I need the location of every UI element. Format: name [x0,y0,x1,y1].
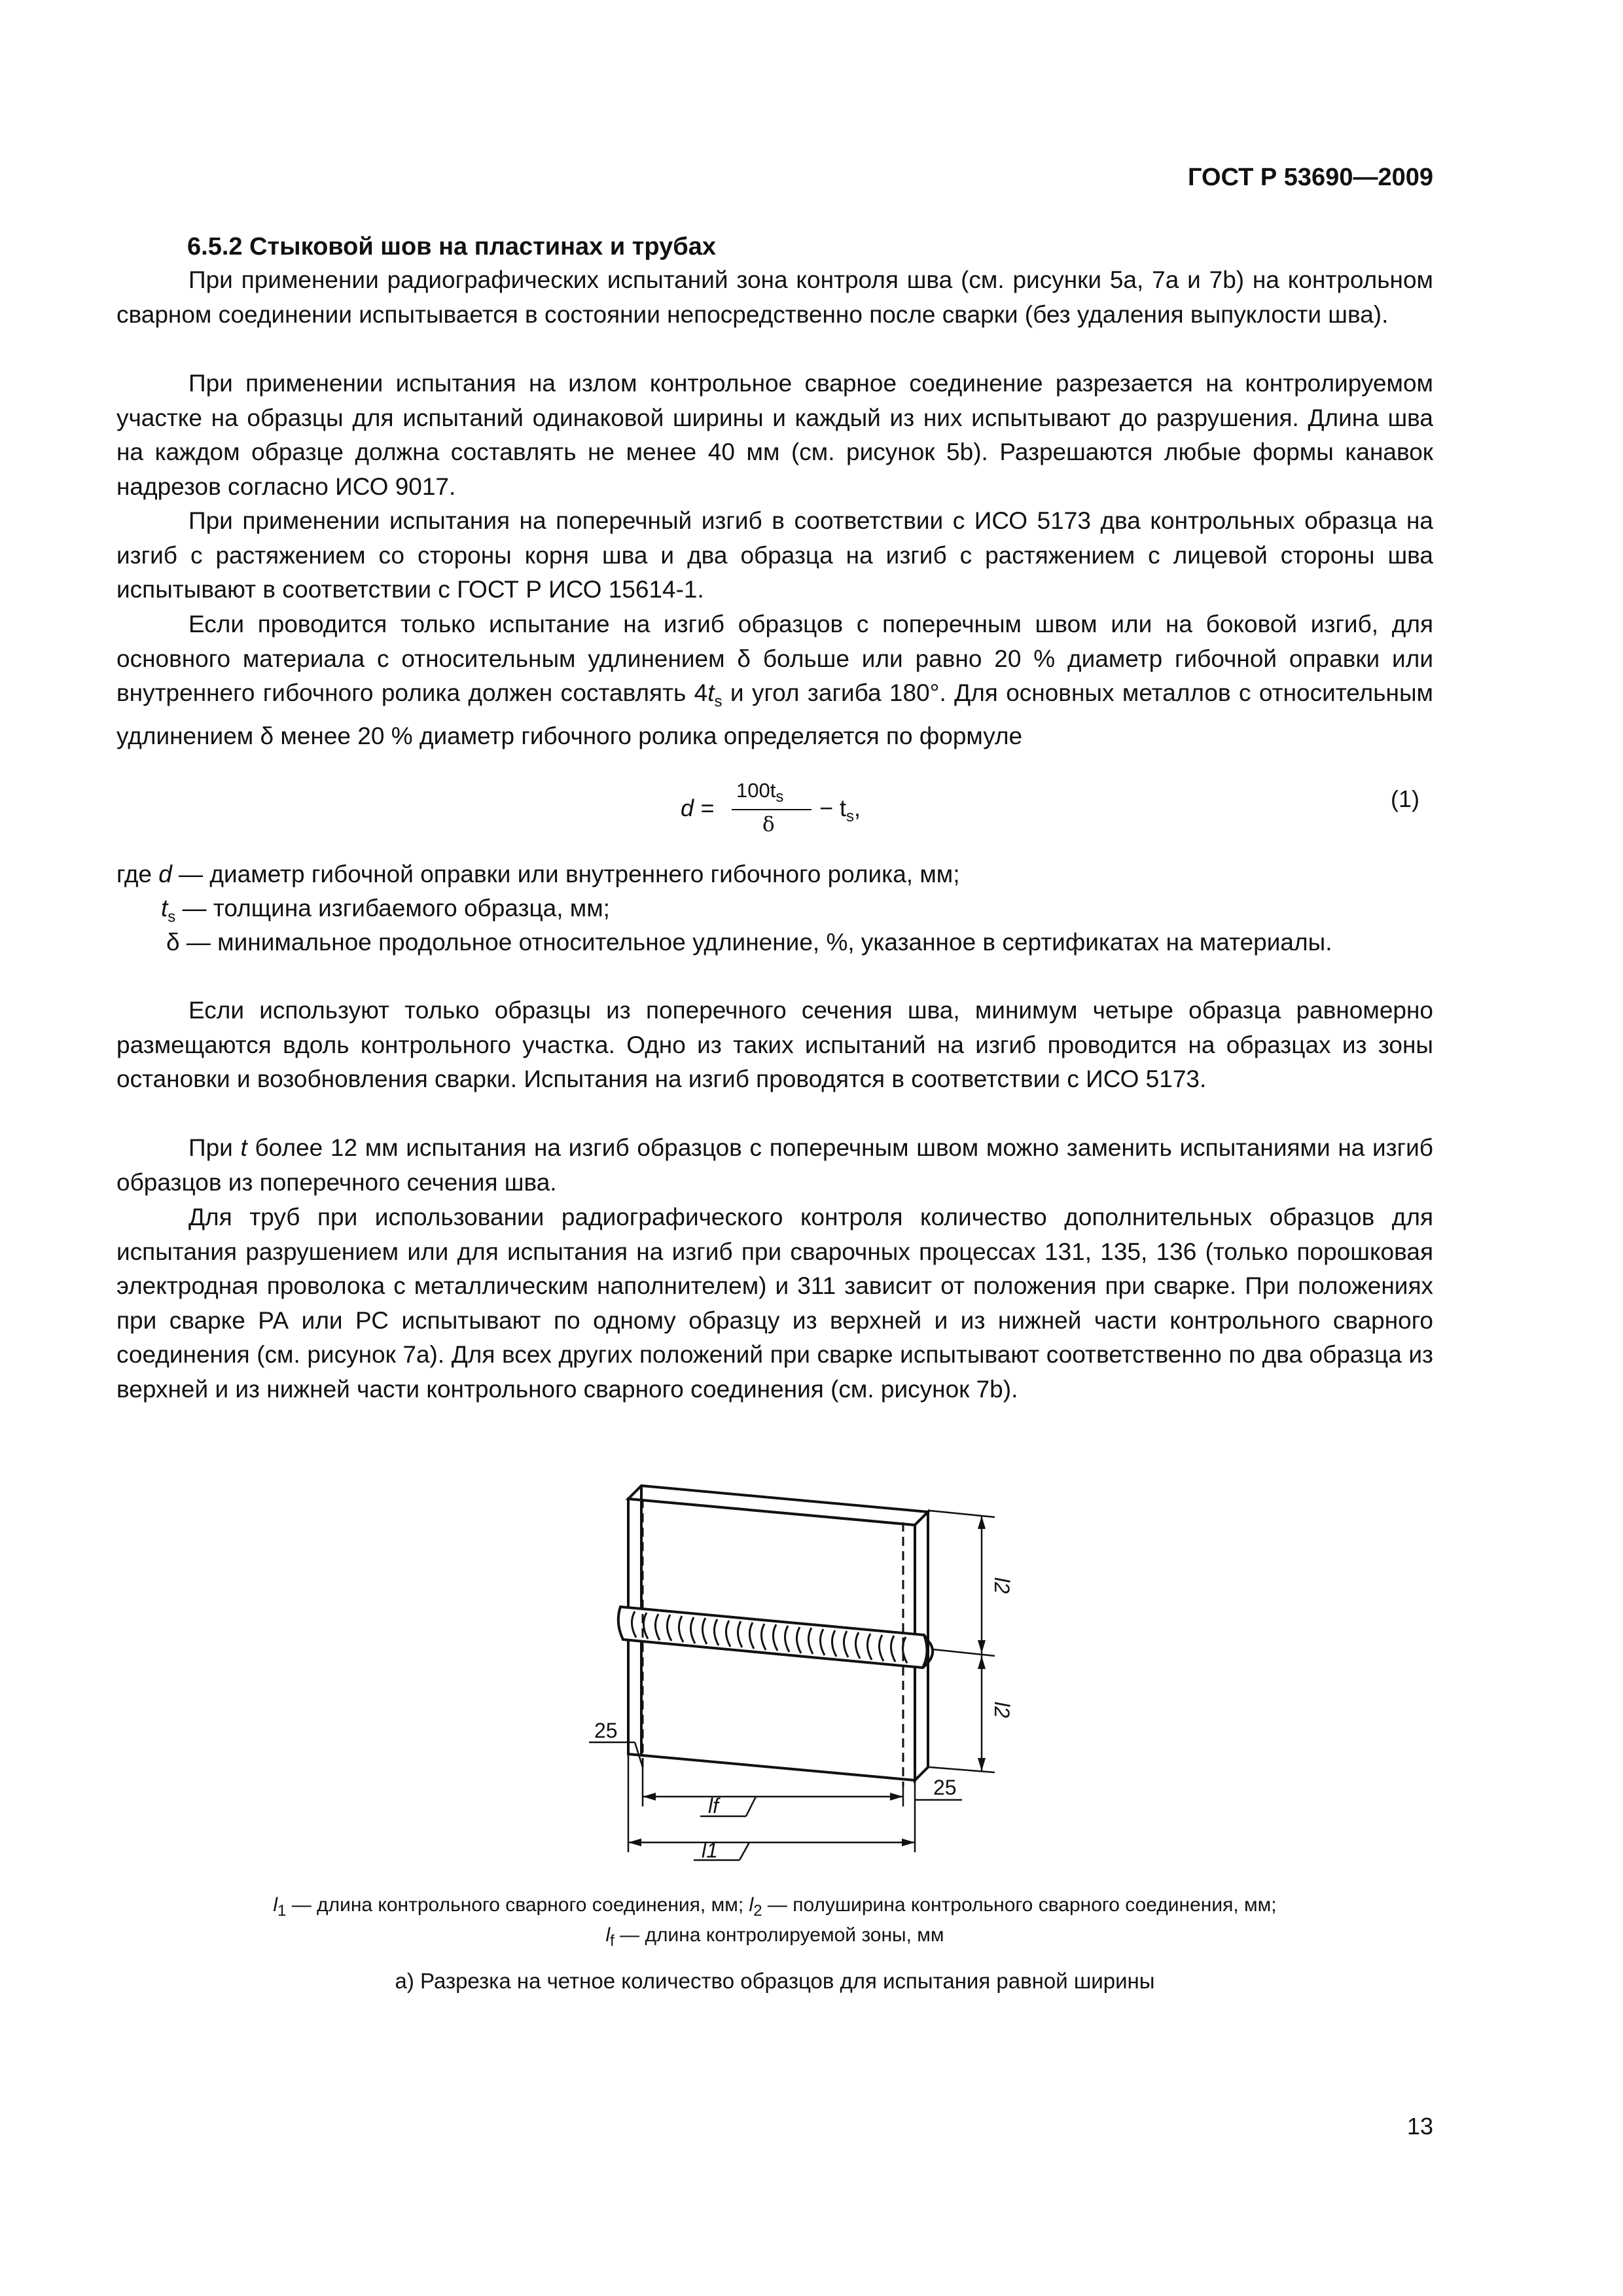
document-code: ГОСТ Р 53690—2009 [1188,164,1433,191]
arrowhead [978,1640,986,1653]
arrowhead [978,1758,986,1771]
label-lf: lf [708,1794,719,1818]
symbol-l: l [273,1894,278,1916]
section-heading: 6.5.2 Стыковой шов на пластинах и трубах [187,233,716,260]
formula-numerator [736,779,783,806]
arrowhead [978,1656,986,1669]
label-l2-top: l2 [990,1577,1014,1594]
arrowhead [978,1516,986,1529]
arrowhead [628,1839,641,1846]
page-number: 13 [1406,2113,1433,2140]
formula-1 [681,779,929,851]
paragraph-fracture-test: При применении испытания на излом контрольное сварное соединение разрезается на контролируемом участке на образцы для испытаний одинаковой ширины и каждый из них испытывают до разрушения. Длина шва на каждом образце должна составлять не менее 40 мм (см. рисунок 5b). Разрешаются любые формы канавок надрезов согласно ИСО 9017. [116,370,1433,500]
weld-plate-figure [537,1460,1047,1865]
paragraph-transverse-bend: При применении испытания на поперечный изгиб в соответствии с ИСО 5173 два контрольных образца на изгиб с растяжением со стороны корня шва и два образца на изгиб с растяжением с лицевой стороны шва испытывают в соответствии с ГОСТ Р ИСО 15614-1. [116,507,1433,603]
dim-ext-top [929,1511,995,1517]
text-run: При [188,1134,241,1161]
symbol-t: t [707,679,715,706]
definition-ts-text: — толщина изгибаемого образца, мм; [175,895,610,922]
figure-subcaption: а) Разрезка на четное количество образцов для испытания равной ширины [395,1969,1155,1993]
subscript-1: 1 [277,1902,287,1920]
formula-lhs-text: d = [681,795,715,821]
dim-ext-mid [933,1649,995,1656]
symbol-t: t [161,895,168,922]
numerator-text: 100t [736,779,776,802]
paragraph-radiographic: При применении радиографических испытаний зона контроля шва (см. рисунки 5а, 7а и 7b) на контрольном сварном соединении испытывается в состоянии непосредственно после сварки (без удаления выпуклости шва). [116,266,1433,328]
rhs-tail: , [854,795,861,821]
subscript-s: s [714,692,722,711]
text-run: и угол загиба 180°. Для основных металлов с относительным удлинением δ менее 20 % диаметр гибочного ролика определяется по формуле [116,679,1433,749]
rhs-text: − t [819,795,847,821]
rhs-subscript: s [846,808,855,826]
symbol-l: l [749,1894,754,1916]
paragraph-thickness [116,1131,1433,1200]
definition-d [116,857,1433,892]
legend-text: — полуширина контрольного сварного соединения, мм; [762,1894,1277,1916]
label-l1: l1 [702,1839,718,1862]
definition-d-text: — диаметр гибочной оправки или внутреннего гибочного ролика, мм; [171,861,960,888]
figure-legend-line-2 [116,1920,1433,1956]
dim-ext-bottom [929,1767,995,1772]
symbol-t: t [240,1134,247,1161]
fraction-bar [732,809,812,810]
paragraph-pipes: Для труб при использовании радиографического контроля количество дополнительных образцов для испытания разрушением или для испытания на изгиб при сварочных процессах 131, 135, 136 (только порошковая электродная проволока с металлическим наполнителем) и 311 зависит от положения при сварке. При положениях при сварке РА или РС испытывают по одному образцу из верхней и из нижней части контрольного сварного соединения (см. рисунок 7а). Для всех других положений при сварке испытывают соответственно по два образца из верхней и из нижней части контрольного сварного соединения (см. рисунок 7b). [116,1204,1433,1403]
numerator-subscript: s [776,788,784,806]
definition-delta [166,925,1433,960]
arrowhead [890,1793,903,1801]
legend-text: — длина контролируемой зоны, мм [614,1924,944,1946]
symbol-d: d [158,861,172,888]
symbol-delta: δ [166,929,180,956]
arrowhead [643,1793,656,1801]
label-25-left: 25 [594,1719,618,1742]
paragraph-cross-section: Если используют только образцы из поперечного сечения шва, минимум четыре образца равномерно размещаются вдоль контрольного участка. Одно из таких испытаний на изгиб проводится на образцах из зоны остановки и возобновления сварки. Испытания на изгиб проводятся в соответствии с ИСО 5173. [116,997,1433,1092]
subscript-s: s [168,908,176,926]
subscript-2: 2 [753,1902,762,1920]
subscript-f: f [610,1932,615,1950]
text-run: Если проводится только испытание на изгиб образцов с поперечным швом или на боковой изгиб, для основного материала с относительным удлинением δ больше или равно 20 % диаметр гибочной оправки или внутреннего гибочного ролика должен составлять 4 [116,611,1433,706]
label-25-right: 25 [933,1776,957,1799]
text-run: более 12 мм испытания на изгиб образцов с поперечным швом можно заменить испытаниями на изгиб образцов из поперечного сечения шва. [116,1134,1433,1196]
where-word: где [116,861,159,888]
paragraph-bend-diameter [116,607,1433,753]
leader-lf-diag [746,1797,756,1816]
symbol-l: l [605,1924,611,1946]
leader-l1-diag [740,1842,749,1860]
label-l2-bottom: l2 [990,1702,1014,1718]
formula-lhs [681,795,714,822]
formula-number: (1) [1391,785,1419,812]
arrowhead [902,1839,915,1846]
formula-rhs [819,795,861,826]
formula-denominator: δ [762,813,775,836]
definition-delta-text: — минимальное продольное относительное удлинение, %, указанное в сертификатах на материалы. [179,929,1332,956]
legend-text: — длина контрольного сварного соединения, мм; [286,1894,749,1916]
